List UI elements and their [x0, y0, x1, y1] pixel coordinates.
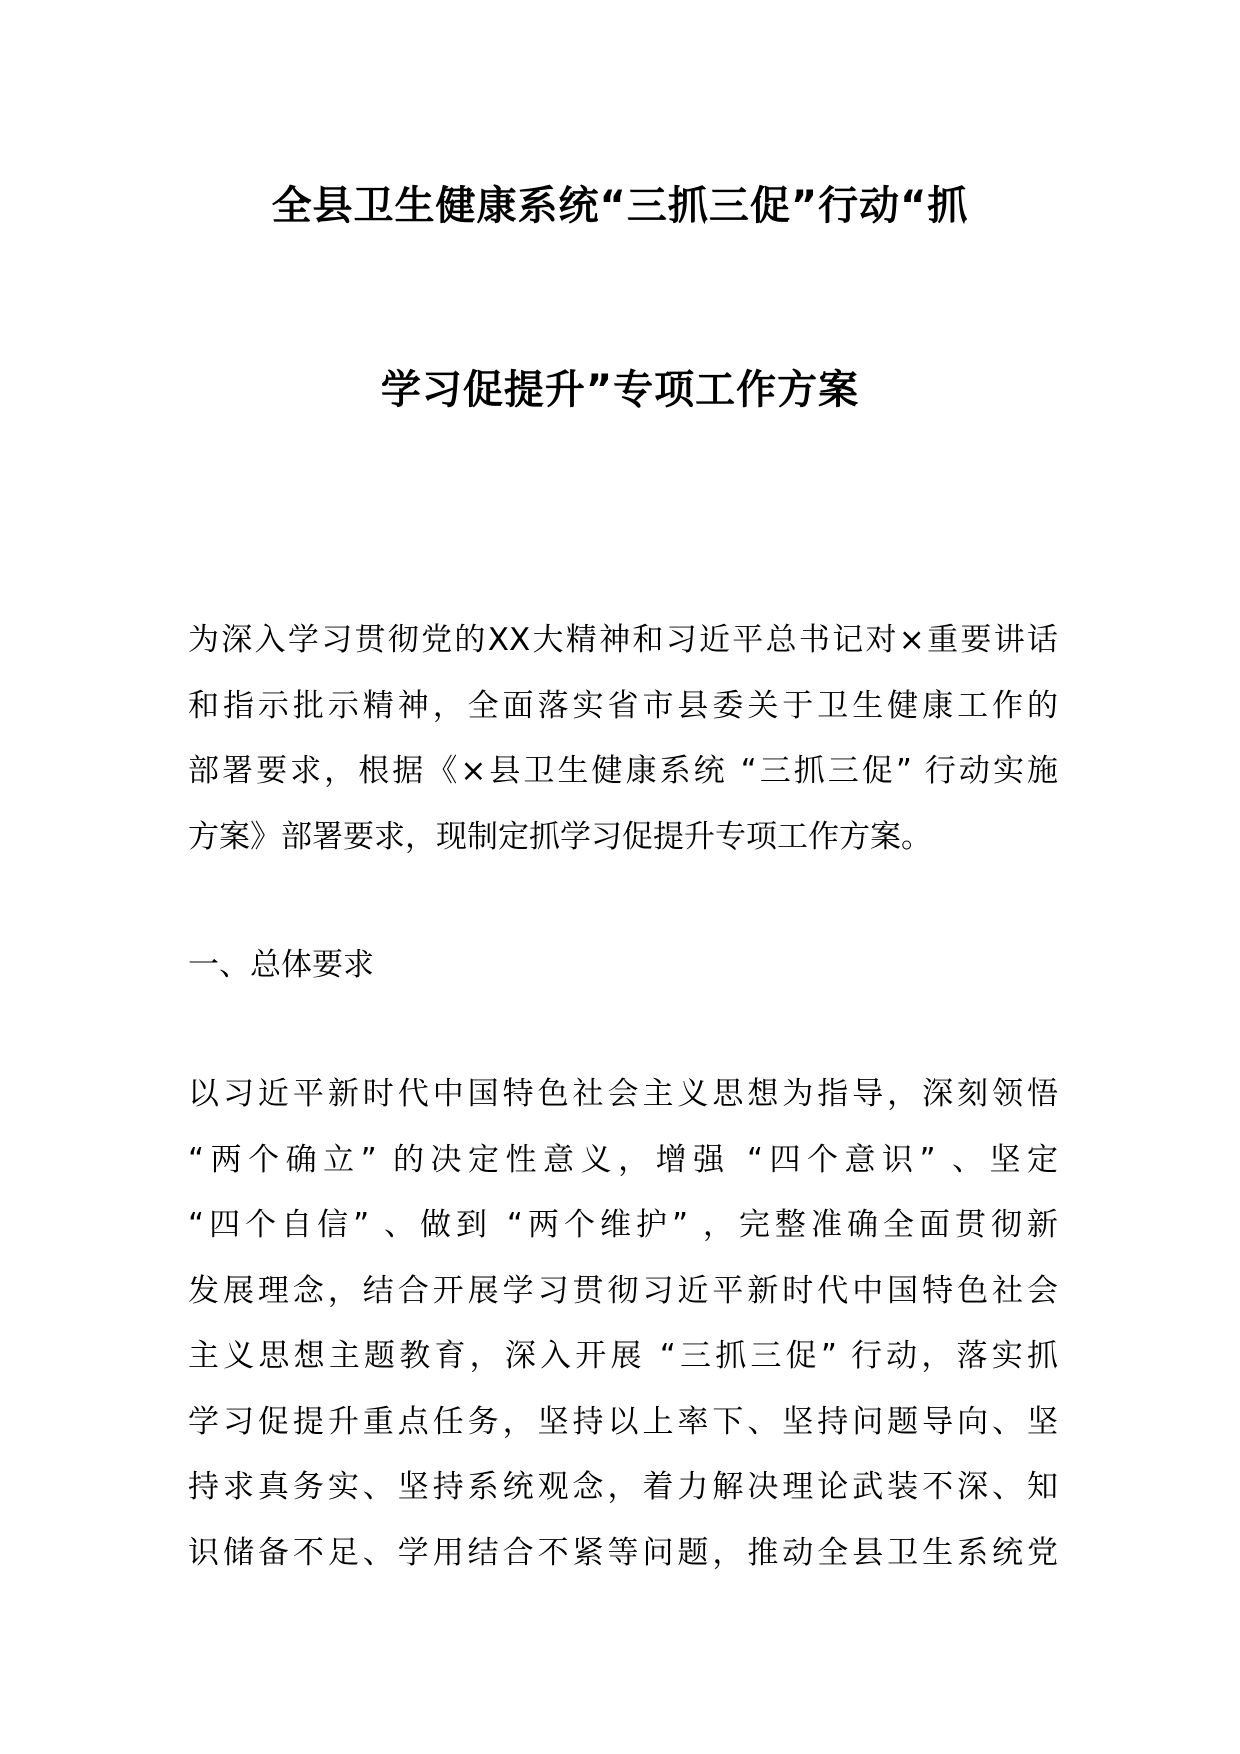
intro-line: 部署要求，根据《×县卫生健康系统 “三抓三促” 行动实施	[188, 753, 1058, 789]
intro-line: 为深入学习贯彻党的XX大精神和习近平总书记对×重要讲话	[188, 622, 1058, 658]
document-title-line-1: 全县卫生健康系统“三抓三促”行动“抓	[271, 183, 969, 229]
section-line: 识储备不足、学用结合不紧等问题，推动全县卫生系统党	[188, 1534, 1058, 1571]
section-line: 以习近平新时代中国特色社会主义思想为指导，深刻领悟	[188, 1076, 1058, 1112]
section-heading-text: 一、总体要求	[188, 947, 374, 983]
intro-line: 方案》部署要求，现制定抓学习促提升专项工作方案。	[188, 818, 932, 855]
section-line: 主义思想主题教育，深入开展 “三抓三促” 行动，落实抓	[188, 1338, 1058, 1374]
document-title-line-2: 学习促提升”专项工作方案	[380, 367, 860, 413]
section-line: “四个自信” 、做到 “两个维护” ，完整准确全面贯彻新	[188, 1207, 1058, 1243]
intro-line: 和指示批示精神，全面落实省市县委关于卫生健康工作的	[188, 687, 1058, 724]
section-line: 发展理念，结合开展学习贯彻习近平新时代中国特色社会	[188, 1272, 1058, 1309]
intro-paragraph	[188, 608, 1058, 870]
section-line: 学习促提升重点任务，坚持以上率下、坚持问题导向、坚	[188, 1403, 1058, 1440]
section-paragraph	[188, 1062, 1058, 1586]
section-heading	[188, 933, 1058, 999]
section-line: 持求真务实、坚持系统观念，着力解决理论武装不深、知	[188, 1469, 1058, 1505]
section-line: “两个确立” 的决定性意义，增强 “四个意识” 、坚定	[188, 1141, 1058, 1178]
